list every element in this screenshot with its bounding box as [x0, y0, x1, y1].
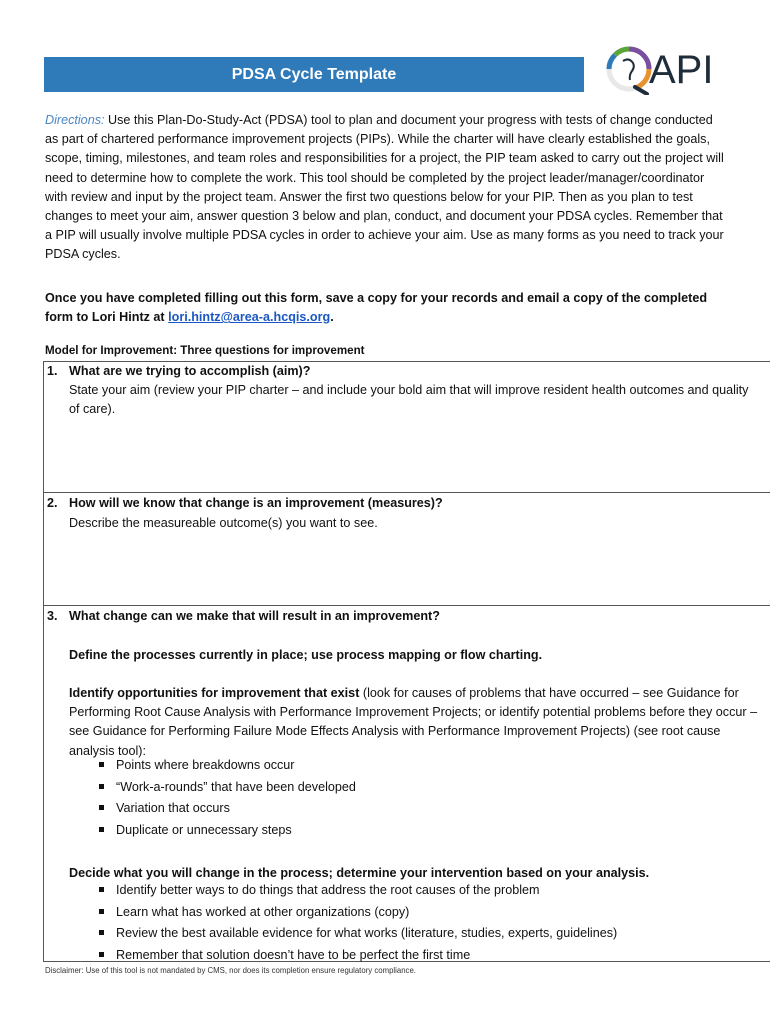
page-title: [44, 57, 584, 92]
bullet-square-icon: [99, 909, 104, 914]
bullet-square-icon: [99, 887, 104, 892]
list-item-text: “Work-a-rounds” that have been developed: [116, 779, 356, 794]
question-3-section[interactable]: [44, 606, 770, 963]
list-item: [99, 758, 356, 780]
list-item: [99, 905, 617, 927]
email-link[interactable]: lori.hintz@area-a.hcqis.org: [168, 310, 331, 325]
decide-bullet-list: [99, 883, 617, 966]
identify-bullet-list: [99, 758, 356, 844]
list-item: [99, 801, 356, 823]
question-1-title-text: What are we trying to accomplish (aim)?: [69, 364, 311, 378]
bullet-square-icon: [99, 930, 104, 935]
list-item-text: Review the best available evidence for what works (literature, studies, experts, guidelines): [116, 926, 618, 940]
list-item: [99, 948, 617, 966]
bullet-square-icon: [99, 952, 104, 957]
page-title-text: PDSA Cycle Template: [231, 65, 397, 83]
question-form: [43, 361, 770, 962]
question-1-section[interactable]: [44, 362, 770, 493]
bullet-square-icon: [99, 762, 104, 767]
completion-note-end: .: [330, 310, 334, 325]
question-1-number: 1.: [47, 364, 58, 378]
list-item-text: Duplicate or unnecessary steps: [116, 822, 292, 837]
completion-note: [45, 289, 725, 327]
question-2-number: 2.: [47, 496, 58, 510]
question-1-description: State your aim (review your PIP charter – and include your bold aim that will improve resident health outcomes and quality of care).: [69, 383, 749, 417]
directions-label: Directions:: [45, 113, 105, 127]
question-3-title-text: What change can we make that will result in an improvement?: [69, 609, 440, 623]
list-item: [99, 780, 356, 802]
question-2-section[interactable]: [44, 493, 770, 606]
list-item-text: Identify better ways to do things that address the root causes of the problem: [116, 883, 540, 897]
question-2-title: [47, 496, 443, 510]
list-item: [99, 926, 617, 948]
list-item-text: Remember that solution doesn’t have to be perfect the first time: [116, 947, 471, 962]
disclaimer: Disclaimer: Use of this tool is not mandated by CMS, nor does its completion ensure regulatory compliance.: [45, 966, 416, 975]
list-item: [99, 883, 617, 905]
qapi-logo-icon: [605, 45, 653, 95]
decide-change-text: Decide what you will change in the process; determine your intervention based on your analysis.: [69, 866, 650, 880]
identify-opportunities-text: [69, 684, 759, 761]
identify-opportunities-rest: (look for causes of problems that have occurred – see Guidance for Performing Root Cause Analysis with Performance Improvement Projects; or identify potential problems before they occur – see Guidance for Performing Failure Mode Effects Analysis with Performance Improvement Projects) (see root cause analysis tool):: [69, 686, 758, 758]
list-item-text: Variation that occurs: [116, 801, 230, 815]
question-1-title: [47, 364, 310, 378]
bullet-square-icon: [99, 784, 104, 789]
completion-note-text: Once you have completed filling out this form, save a copy for your records and email a copy of the completed form to Lori Hintz at: [45, 291, 708, 325]
bullet-square-icon: [99, 805, 104, 810]
bullet-square-icon: [99, 827, 104, 832]
question-2-title-text: How will we know that change is an improvement (measures)?: [69, 496, 443, 510]
define-processes-text: Define the processes currently in place; use process mapping or flow charting.: [69, 648, 543, 662]
list-item-text: Points where breakdowns occur: [116, 758, 295, 772]
list-item: [99, 823, 356, 845]
directions-paragraph: [45, 111, 725, 265]
question-3-title: [47, 609, 440, 623]
model-for-improvement-label: Model for Improvement: Three questions for improvement: [45, 344, 365, 357]
logo-text: API: [649, 48, 714, 92]
question-3-number: 3.: [47, 609, 58, 623]
question-2-description: Describe the measureable outcome(s) you want to see.: [69, 516, 378, 530]
directions-text: Use this Plan-Do-Study-Act (PDSA) tool to plan and document your progress with tests of change conducted as part of chartered performance improvement projects (PIPs). While the charter will have clearly established the goals, scope, timing, milestones, and team roles and responsibilities for a project, the PIP team asked to carry out the project will need to determine how to complete the work. This tool should be completed by the project leader/manager/coordinator with review and input by the project team. Answer the first two questions below for your PIP. Then as you plan to test changes to meet your aim, answer question 3 below and plan, conduct, and document your PDSA cycles. Remember that a PIP will usually involve multiple PDSA cycles in order to achieve your aim. Use as many forms as you need to track your PDSA cycles.: [45, 113, 724, 262]
identify-opportunities-bold: Identify opportunities for improvement that exist: [69, 686, 360, 700]
qapi-logo: [605, 44, 730, 96]
list-item-text: Learn what has worked at other organizations (copy): [116, 904, 410, 919]
